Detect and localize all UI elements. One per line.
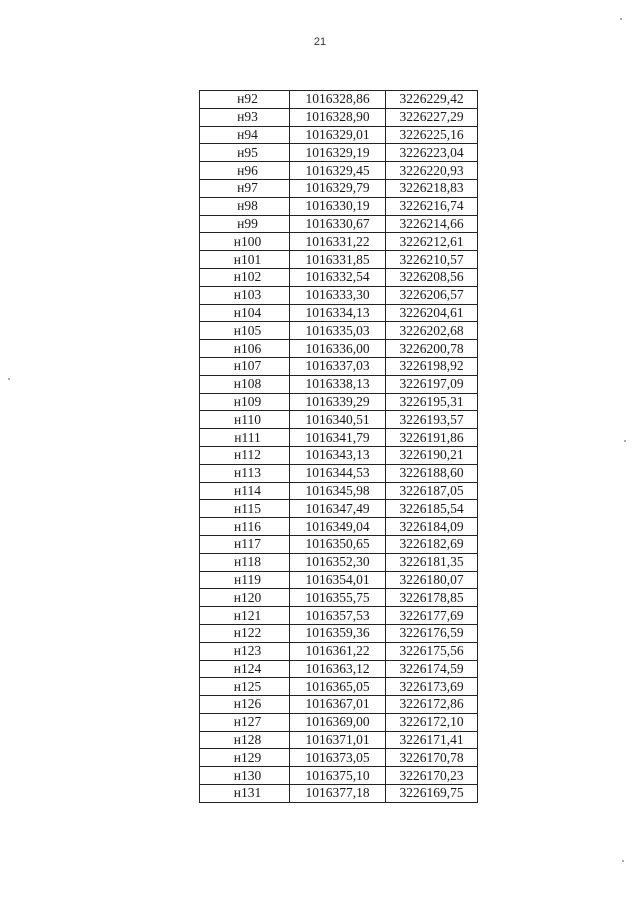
y-coordinate-cell: 3226225,16 <box>386 126 478 144</box>
x-coordinate-cell: 1016371,01 <box>290 731 386 749</box>
table-row <box>200 464 478 482</box>
x-coordinate-cell: 1016336,00 <box>290 340 386 358</box>
table-row <box>200 429 478 447</box>
x-coordinate-cell: 1016341,79 <box>290 429 386 447</box>
y-coordinate-cell: 3226227,29 <box>386 108 478 126</box>
table-row <box>200 678 478 696</box>
y-coordinate-cell: 3226214,66 <box>386 215 478 233</box>
table-row <box>200 749 478 767</box>
x-coordinate-cell: 1016331,85 <box>290 251 386 269</box>
point-name-cell: н122 <box>200 624 290 642</box>
point-name-cell: н97 <box>200 179 290 197</box>
x-coordinate-cell: 1016377,18 <box>290 785 386 803</box>
y-coordinate-cell: 3226178,85 <box>386 589 478 607</box>
y-coordinate-cell: 3226177,69 <box>386 607 478 625</box>
y-coordinate-cell: 3226184,09 <box>386 518 478 536</box>
table-row <box>200 731 478 749</box>
x-coordinate-cell: 1016375,10 <box>290 767 386 785</box>
x-coordinate-cell: 1016359,36 <box>290 624 386 642</box>
x-coordinate-cell: 1016369,00 <box>290 713 386 731</box>
y-coordinate-cell: 3226191,86 <box>386 429 478 447</box>
x-coordinate-cell: 1016361,22 <box>290 642 386 660</box>
x-coordinate-cell: 1016355,75 <box>290 589 386 607</box>
y-coordinate-cell: 3226195,31 <box>386 393 478 411</box>
table-row <box>200 286 478 304</box>
y-coordinate-cell: 3226202,68 <box>386 322 478 340</box>
x-coordinate-cell: 1016340,51 <box>290 411 386 429</box>
page-number: 21 <box>313 36 327 48</box>
y-coordinate-cell: 3226223,04 <box>386 144 478 162</box>
x-coordinate-cell: 1016328,90 <box>290 108 386 126</box>
y-coordinate-cell: 3226218,83 <box>386 179 478 197</box>
y-coordinate-cell: 3226188,60 <box>386 464 478 482</box>
point-name-cell: н100 <box>200 233 290 251</box>
point-name-cell: н127 <box>200 713 290 731</box>
point-name-cell: н119 <box>200 571 290 589</box>
x-coordinate-cell: 1016345,98 <box>290 482 386 500</box>
y-coordinate-cell: 3226190,21 <box>386 446 478 464</box>
y-coordinate-cell: 3226193,57 <box>386 411 478 429</box>
y-coordinate-cell: 3226229,42 <box>386 91 478 109</box>
point-name-cell: н124 <box>200 660 290 678</box>
table-row <box>200 785 478 803</box>
y-coordinate-cell: 3226197,09 <box>386 375 478 393</box>
table-row <box>200 304 478 322</box>
table-row <box>200 162 478 180</box>
point-name-cell: н129 <box>200 749 290 767</box>
y-coordinate-cell: 3226170,23 <box>386 767 478 785</box>
x-coordinate-cell: 1016357,53 <box>290 607 386 625</box>
x-coordinate-cell: 1016330,67 <box>290 215 386 233</box>
table-row <box>200 233 478 251</box>
scan-speck <box>624 440 626 442</box>
table-row <box>200 144 478 162</box>
x-coordinate-cell: 1016328,86 <box>290 91 386 109</box>
coordinates-table <box>199 90 478 803</box>
table-row <box>200 535 478 553</box>
table-row <box>200 322 478 340</box>
y-coordinate-cell: 3226172,10 <box>386 713 478 731</box>
y-coordinate-cell: 3226208,56 <box>386 268 478 286</box>
y-coordinate-cell: 3226176,59 <box>386 624 478 642</box>
y-coordinate-cell: 3226171,41 <box>386 731 478 749</box>
table-row <box>200 357 478 375</box>
point-name-cell: н99 <box>200 215 290 233</box>
point-name-cell: н109 <box>200 393 290 411</box>
y-coordinate-cell: 3226220,93 <box>386 162 478 180</box>
table-row <box>200 642 478 660</box>
y-coordinate-cell: 3226181,35 <box>386 553 478 571</box>
x-coordinate-cell: 1016337,03 <box>290 357 386 375</box>
x-coordinate-cell: 1016335,03 <box>290 322 386 340</box>
point-name-cell: н105 <box>200 322 290 340</box>
scan-speck <box>8 378 10 380</box>
point-name-cell: н128 <box>200 731 290 749</box>
point-name-cell: н121 <box>200 607 290 625</box>
y-coordinate-cell: 3226200,78 <box>386 340 478 358</box>
x-coordinate-cell: 1016339,29 <box>290 393 386 411</box>
point-name-cell: н103 <box>200 286 290 304</box>
table-row <box>200 393 478 411</box>
y-coordinate-cell: 3226185,54 <box>386 500 478 518</box>
table-row <box>200 607 478 625</box>
table-row <box>200 482 478 500</box>
y-coordinate-cell: 3226187,05 <box>386 482 478 500</box>
point-name-cell: н126 <box>200 696 290 714</box>
table-row <box>200 589 478 607</box>
table-row <box>200 179 478 197</box>
x-coordinate-cell: 1016350,65 <box>290 535 386 553</box>
x-coordinate-cell: 1016354,01 <box>290 571 386 589</box>
scan-speck <box>622 860 624 862</box>
table-row <box>200 126 478 144</box>
coordinates-table-body <box>200 91 478 803</box>
table-row <box>200 375 478 393</box>
point-name-cell: н102 <box>200 268 290 286</box>
point-name-cell: н114 <box>200 482 290 500</box>
point-name-cell: н125 <box>200 678 290 696</box>
table-row <box>200 411 478 429</box>
point-name-cell: н104 <box>200 304 290 322</box>
table-row <box>200 197 478 215</box>
y-coordinate-cell: 3226212,61 <box>386 233 478 251</box>
point-name-cell: н93 <box>200 108 290 126</box>
point-name-cell: н95 <box>200 144 290 162</box>
point-name-cell: н110 <box>200 411 290 429</box>
point-name-cell: н113 <box>200 464 290 482</box>
x-coordinate-cell: 1016373,05 <box>290 749 386 767</box>
x-coordinate-cell: 1016330,19 <box>290 197 386 215</box>
y-coordinate-cell: 3226170,78 <box>386 749 478 767</box>
point-name-cell: н92 <box>200 91 290 109</box>
x-coordinate-cell: 1016329,01 <box>290 126 386 144</box>
point-name-cell: н106 <box>200 340 290 358</box>
x-coordinate-cell: 1016365,05 <box>290 678 386 696</box>
y-coordinate-cell: 3226198,92 <box>386 357 478 375</box>
table-row <box>200 500 478 518</box>
point-name-cell: н131 <box>200 785 290 803</box>
point-name-cell: н111 <box>200 429 290 447</box>
y-coordinate-cell: 3226204,61 <box>386 304 478 322</box>
table-row <box>200 553 478 571</box>
table-row <box>200 624 478 642</box>
table-row <box>200 446 478 464</box>
x-coordinate-cell: 1016331,22 <box>290 233 386 251</box>
y-coordinate-cell: 3226216,74 <box>386 197 478 215</box>
table-row <box>200 713 478 731</box>
x-coordinate-cell: 1016332,54 <box>290 268 386 286</box>
y-coordinate-cell: 3226175,56 <box>386 642 478 660</box>
table-row <box>200 340 478 358</box>
x-coordinate-cell: 1016329,45 <box>290 162 386 180</box>
x-coordinate-cell: 1016334,13 <box>290 304 386 322</box>
x-coordinate-cell: 1016338,13 <box>290 375 386 393</box>
y-coordinate-cell: 3226174,59 <box>386 660 478 678</box>
point-name-cell: н108 <box>200 375 290 393</box>
point-name-cell: н120 <box>200 589 290 607</box>
x-coordinate-cell: 1016344,53 <box>290 464 386 482</box>
x-coordinate-cell: 1016329,19 <box>290 144 386 162</box>
point-name-cell: н115 <box>200 500 290 518</box>
x-coordinate-cell: 1016352,30 <box>290 553 386 571</box>
y-coordinate-cell: 3226172,86 <box>386 696 478 714</box>
table-row <box>200 268 478 286</box>
x-coordinate-cell: 1016347,49 <box>290 500 386 518</box>
y-coordinate-cell: 3226173,69 <box>386 678 478 696</box>
table-row <box>200 215 478 233</box>
table-row <box>200 571 478 589</box>
y-coordinate-cell: 3226182,69 <box>386 535 478 553</box>
point-name-cell: н117 <box>200 535 290 553</box>
point-name-cell: н123 <box>200 642 290 660</box>
x-coordinate-cell: 1016329,79 <box>290 179 386 197</box>
point-name-cell: н107 <box>200 357 290 375</box>
point-name-cell: н116 <box>200 518 290 536</box>
y-coordinate-cell: 3226169,75 <box>386 785 478 803</box>
table-row <box>200 91 478 109</box>
table-row <box>200 660 478 678</box>
scan-speck <box>620 18 622 20</box>
y-coordinate-cell: 3226210,57 <box>386 251 478 269</box>
x-coordinate-cell: 1016333,30 <box>290 286 386 304</box>
table-row <box>200 696 478 714</box>
x-coordinate-cell: 1016363,12 <box>290 660 386 678</box>
x-coordinate-cell: 1016343,13 <box>290 446 386 464</box>
table-row <box>200 518 478 536</box>
y-coordinate-cell: 3226180,07 <box>386 571 478 589</box>
table-row <box>200 251 478 269</box>
y-coordinate-cell: 3226206,57 <box>386 286 478 304</box>
point-name-cell: н130 <box>200 767 290 785</box>
point-name-cell: н112 <box>200 446 290 464</box>
point-name-cell: н101 <box>200 251 290 269</box>
point-name-cell: н96 <box>200 162 290 180</box>
point-name-cell: н98 <box>200 197 290 215</box>
x-coordinate-cell: 1016349,04 <box>290 518 386 536</box>
point-name-cell: н118 <box>200 553 290 571</box>
point-name-cell: н94 <box>200 126 290 144</box>
x-coordinate-cell: 1016367,01 <box>290 696 386 714</box>
table-row <box>200 767 478 785</box>
table-row <box>200 108 478 126</box>
